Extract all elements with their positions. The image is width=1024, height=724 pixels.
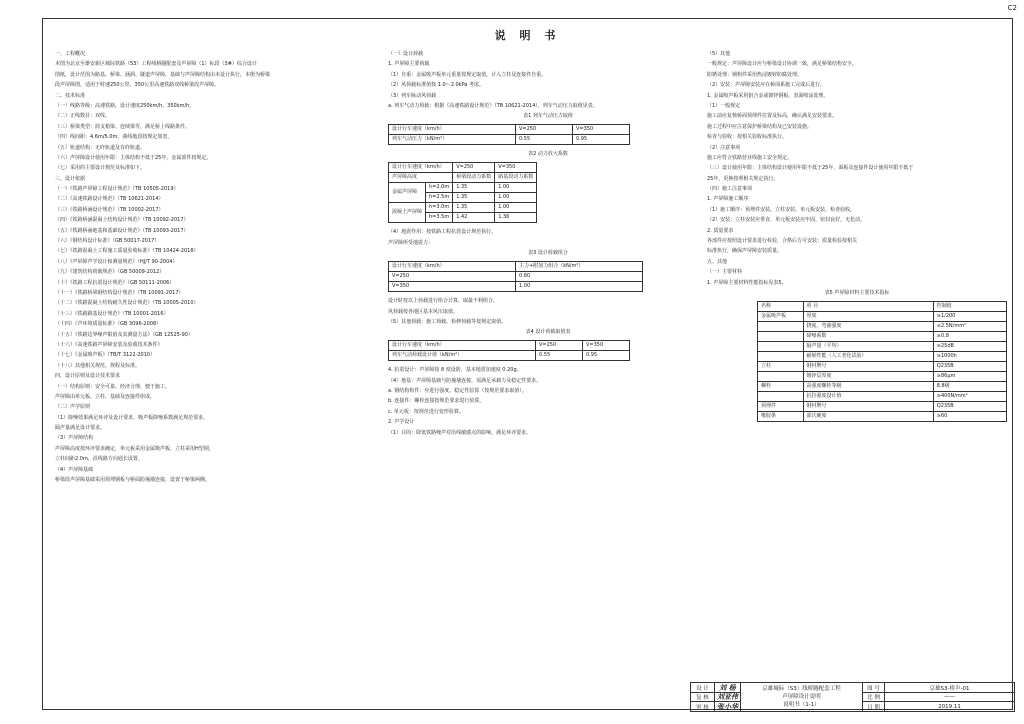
table-caption: 表5 声屏障材料主要技术指标: [824, 289, 890, 296]
table-cell: 0.55: [536, 351, 583, 361]
text-line: a. 钢结构构件：应进行强度、稳定性验算（按规范要求取值）。: [388, 388, 527, 395]
table-cell: 项 目: [803, 301, 933, 311]
table-cell: h=2.5m: [426, 193, 453, 203]
table-cell: 降噪系数: [803, 331, 933, 341]
table-caption: 表1 列车气动压力取值: [523, 113, 573, 120]
table-cell: 设计行车速度（km/h）: [389, 341, 536, 351]
table-cell: 镀锌层厚度: [803, 371, 933, 381]
text-line: （八）《声屏障声学设计和测量规范》（HJ/T 90-2004）: [55, 258, 178, 265]
corner-code: C2: [1007, 4, 1017, 12]
text-line: （四）《铁路桥涵混凝土结构设计规范》（TB 10092-2017）: [55, 217, 189, 224]
text-line: （十八）其他相关规范、规程及标准。: [55, 362, 141, 369]
table-row: [389, 203, 537, 213]
table-cell: V=350: [573, 125, 630, 135]
column-middle: [388, 49, 708, 438]
drawing-frame: [42, 18, 1013, 710]
date-label: 日 期: [863, 702, 885, 712]
table-caption: 表2 动力放大系数: [528, 151, 568, 158]
text-line: （1）施工顺序：预埋件安装、立柱安装、单元板安装、检查验收。: [707, 206, 856, 213]
text-line: （五）轨道结构：无砟轨道及有砟轨道。: [55, 144, 146, 151]
table-cell: [758, 391, 804, 401]
table-row: [758, 391, 1007, 401]
checker-signature: 刘亚伟: [715, 693, 741, 702]
text-line: 25年，更换按照相关规定执行。: [707, 175, 779, 182]
table-cell: V=350: [389, 282, 516, 292]
text-line: 4. 抗震设计：声屏障按 8 度设防，基本地震加速度 0.20g。: [388, 367, 522, 374]
table-cell: 设计行车速度（km/h）: [389, 125, 516, 135]
text-line: （十三）《铁路路基设计规范》（TB 10001-2016）: [55, 310, 169, 317]
table-cell: 金属吸声板: [758, 311, 804, 321]
table-cell: V=250: [536, 341, 583, 351]
table-cell: [758, 321, 804, 331]
text-line: 设计时按以上荷载进行组合计算，取最不利组合。: [388, 298, 499, 305]
table-cell: [758, 331, 804, 341]
table-cell: 路基段动力系数: [495, 173, 537, 183]
designer-signature: 刘 杨: [715, 683, 741, 693]
text-line: 标准执行，确保声屏障安装质量。: [707, 248, 783, 255]
table-cell: 混凝土声屏障: [389, 203, 426, 223]
table-cell: 1.35: [453, 183, 495, 193]
table-cell: 钢材牌号: [803, 401, 933, 411]
table-row: [389, 163, 537, 173]
text-line: （4）地震作用：按铁路工程抗震设计规范执行。: [388, 229, 497, 236]
text-line: 声屏障所受地震力：: [388, 239, 434, 246]
table-row: [758, 411, 1007, 421]
table-row: [389, 282, 643, 292]
table-cell: 设计行车速度（km/h）: [389, 163, 453, 173]
date-value: 2019.11: [885, 702, 1015, 712]
text-line: 风荷载按各地区基本风压取值。: [388, 308, 459, 315]
table-cell: 高强度螺栓等级: [803, 381, 933, 391]
table-row: [758, 381, 1007, 391]
drawing-title: 声屏障设计说明: [782, 694, 821, 700]
table-row: [758, 331, 1007, 341]
table-row: [389, 262, 643, 272]
table-cell: 邵氏硬度: [803, 411, 933, 421]
table-cell: 声屏障高度: [389, 173, 453, 183]
text-line: （5）其他荷载：施工荷载、检修荷载等按规定取值。: [388, 318, 507, 325]
text-line: （十五）《铁路边界噪声限值及其测量方法》（GB 12525-90）: [55, 331, 193, 338]
text-line: （七）采用的主要设计规范及标准如下。: [55, 165, 146, 172]
data-table: [388, 162, 537, 223]
designer-label: 设 计: [691, 683, 715, 693]
text-line: 桥梁段声屏障基础采用预埋钢板与桥面防撞墙连接，设置于桥梁两侧。: [55, 477, 211, 484]
text-line: （四）线间距：4.6m/5.0m，曲线地段按规定加宽。: [55, 134, 173, 141]
text-line: b. 连接件：螺栓连接按规范要求进行验算。: [388, 398, 485, 405]
data-table: [388, 261, 643, 292]
text-line: 二、技术标准: [55, 92, 86, 99]
text-line: 2. 质量要求: [707, 227, 734, 234]
table-cell: [758, 341, 804, 351]
text-line: a. 列车气动力荷载：根据《高速铁路设计规范》（TB 10621-2014），列车气动压力取值见表。: [388, 102, 598, 109]
code-label: 图 号: [863, 683, 885, 693]
table-row: [389, 351, 630, 361]
table-cell: V=350: [583, 341, 630, 351]
ratio-value: ——: [885, 693, 1015, 702]
data-table: [757, 301, 1007, 422]
table-caption: 表4 设计荷载取值表: [525, 329, 571, 336]
table-row: [758, 401, 1007, 411]
text-line: 隔声量满足设计要求。: [55, 425, 106, 432]
text-line: （十四）《声环境质量标准》（GB 3096-2008）: [55, 321, 162, 328]
table-row: [389, 183, 537, 193]
table-cell: 名称: [758, 301, 804, 311]
table-cell: 1.00: [495, 183, 537, 193]
table-cell: ≥400N/mm²: [933, 391, 1006, 401]
table-cell: 隔声量（平均）: [803, 341, 933, 351]
text-line: （一）设计荷载: [388, 51, 424, 57]
table-cell: h=3.5m: [426, 213, 453, 223]
table-cell: 0.95: [583, 351, 630, 361]
text-line: （2）安装：声屏障安装应在桥面系施工完成后进行。: [707, 82, 826, 89]
text-line: 段声屏障图，适用于时速250公里、350公里高速铁路双线桥梁段声屏障。: [55, 82, 220, 89]
text-line: 本图为北京至雄安新区城际铁路（S3）工程线桥隧配套及声屏障（1）标段（3#）综合设计: [55, 61, 257, 68]
approver-label: 审 核: [691, 702, 715, 712]
table-cell: Q235B: [933, 401, 1006, 411]
text-line: （4）声屏障基础: [55, 466, 94, 473]
text-line: （三）设计使用年限：主体结构设计使用年限不低于25年，面板及连接件设计使用年限不低于: [707, 165, 914, 172]
table-cell: Q235B: [933, 361, 1006, 371]
text-line: 三、设计依据: [55, 175, 86, 182]
text-line: （一）线路等级：高速铁路，设计速度250km/h、350km/h。: [55, 102, 195, 109]
table-cell: 1.00: [516, 282, 643, 292]
text-line: （一）《铁路声屏障工程设计规范》（TB 10505-2019）: [55, 186, 179, 193]
table-cell: ≥1/200: [933, 311, 1006, 321]
table-row: [389, 125, 630, 135]
table-cell: 1.00: [495, 193, 537, 203]
table-cell: 控制值: [933, 301, 1006, 311]
table-cell: [758, 371, 804, 381]
text-line: 1. 声屏障主要荷载: [388, 61, 430, 68]
text-line: 五、其他: [707, 258, 728, 265]
table-cell: h=3.0m: [426, 203, 453, 213]
project-name: [741, 683, 863, 712]
text-line: （4）地基：声屏障基础与防撞墙连接，需满足承载力及稳定性要求。: [388, 377, 542, 384]
table-cell: 挠度、弯曲强度: [803, 321, 933, 331]
table-cell: ≥0.8: [933, 331, 1006, 341]
table-cell: 1.36: [495, 213, 537, 223]
text-line: （3）声屏障结构: [55, 435, 94, 442]
text-line: 1. 声屏障主要材料性能指标见表5。: [707, 279, 787, 286]
table-cell: 主力+附加力组合（kN/m²）: [516, 262, 643, 272]
table-cell: V=250: [516, 125, 573, 135]
table-cell: 0.55: [516, 135, 573, 145]
table-cell: 抗拉强度设计值: [803, 391, 933, 401]
table-row: [389, 173, 537, 183]
text-line: （二）《高速铁路设计规范》（TB 10621-2014）: [55, 196, 164, 203]
text-line: 图纸，设计范围为路基、桥梁、涵洞、隧道声屏障，基础与声屏障结构由本设计执行，本册为桥梁: [55, 71, 271, 78]
ratio-label: 比 例: [863, 693, 885, 702]
table-cell: 螺栓: [758, 381, 804, 391]
table-row: [758, 351, 1007, 361]
table-cell: 金属声屏障: [389, 183, 426, 203]
table-cell: 设计行车速度（km/h）: [389, 262, 516, 272]
text-line: 施工过程中应注意保护桥梁结构及已安装设施。: [707, 123, 813, 130]
text-line: 检查与验收：按相关验收标准执行。: [707, 134, 788, 141]
text-line: （2）注意事项: [707, 144, 741, 151]
table-cell: V=350: [495, 163, 537, 173]
text-line: （四）施工注意事项: [707, 186, 753, 193]
text-line: 一、工程概况: [55, 51, 86, 57]
text-line: c. 单元板：按规范进行变形验算。: [388, 408, 464, 415]
table-cell: 立柱: [758, 361, 804, 371]
text-line: （5）其他: [707, 51, 731, 57]
table-row: [758, 371, 1007, 381]
text-line: 2. 声学设计: [388, 419, 415, 426]
text-line: （三）《铁路桥涵设计规范》（TB 10002-2017）: [55, 206, 164, 213]
table-row: [758, 311, 1007, 321]
column-left: [55, 49, 355, 485]
text-line: 1. 声屏障施工顺序: [707, 196, 749, 203]
drawing-code: 京雄S3-桥声-01: [885, 683, 1015, 693]
table-row: [758, 341, 1007, 351]
text-line: 防锈处理：钢构件采用热浸镀锌防腐处理。: [707, 71, 803, 78]
table-cell: 列车气动压力（kN/m²）: [389, 135, 516, 145]
table-cell: ≤2.5N/mm²: [933, 321, 1006, 331]
column-right: [707, 49, 1007, 426]
sheet-number: 说明书（1-1）: [783, 702, 820, 708]
table-row: [758, 321, 1007, 331]
text-line: 施工前应复核桥面预埋件位置及标高，确认满足安装要求。: [707, 113, 838, 120]
table-cell: V=250: [453, 163, 495, 173]
text-line: （一）结构原则：安全可靠、经济合理、便于施工。: [55, 383, 171, 390]
text-line: （一）主要材料: [707, 269, 743, 276]
text-line: （1）一般规定: [707, 102, 741, 109]
table-row: [389, 341, 630, 351]
text-line: （五）《铁路桥涵地基和基础设计规范》（TB 10093-2017）: [55, 227, 189, 234]
text-line: （十六）《高速铁路声屏障安装及验收技术条件》: [55, 341, 163, 348]
text-line: （十）《铁路工程抗震设计规范》（GB 50111-2006）: [55, 279, 175, 286]
table-cell: 1.00: [495, 203, 537, 213]
text-line: （二）声学原则: [55, 404, 91, 411]
text-line: 一般规定：声屏障设计应与桥梁设计协调一致，满足桥梁结构安全。: [707, 61, 858, 68]
text-line: （十一）《铁路桥梁钢结构设计规范》（TB 10091-2017）: [55, 289, 184, 296]
table-cell: 1.35: [453, 203, 495, 213]
text-line: （三）桥梁类型：简支箱梁、连续梁等，满足桥上线路条件。: [55, 123, 191, 130]
text-line: （二）正线数目：双线。: [55, 113, 111, 120]
table-cell: ≥60: [933, 411, 1006, 421]
table-cell: 1.35: [453, 193, 495, 203]
table-cell: 厚度: [803, 311, 933, 321]
text-line: （3）列车脉动风荷载: [388, 92, 437, 99]
table-cell: ≥25dB: [933, 341, 1006, 351]
approver-signature: 张小华: [715, 702, 741, 712]
table-cell: 预埋件: [758, 401, 804, 411]
text-line: 声屏障由单元板、立柱、基础及连接件组成。: [55, 393, 156, 400]
text-line: （2）安装：立柱安装应垂直，单元板安装应牢固，密封良好，无松动。: [707, 217, 866, 224]
text-line: （六）《钢结构设计标准》（GB 50017-2017）: [55, 238, 160, 245]
text-line: （九）《建筑结构荷载规范》（GB 50009-2012）: [55, 269, 165, 276]
table-row: [389, 272, 643, 282]
page-title: 说 明 书: [494, 29, 561, 42]
text-line: 声屏障高度按环评要求确定，单元板采用金属吸声板，立柱采用H型钢，: [55, 445, 214, 452]
table-cell: 耐候性能（人工老化试验）: [803, 351, 933, 361]
table-cell: 列车气动荷载设计值（kN/m²）: [389, 351, 536, 361]
text-line: 1. 金属吸声板采用铝合金或镀锌钢板，表面喷涂处理。: [707, 92, 829, 99]
table-cell: ≥1000h: [933, 351, 1006, 361]
table-cell: 0.80: [516, 272, 643, 282]
table-cell: 8.8级: [933, 381, 1006, 391]
text-line: （2）风荷载标准值按 1.0～2.0kPa 考虑。: [388, 82, 485, 89]
table-cell: 0.95: [573, 135, 630, 145]
text-line: 四、设计原则及设计技术要求: [55, 373, 121, 380]
table-cell: h=2.0m: [426, 183, 453, 193]
checker-label: 复 核: [691, 693, 715, 702]
table-cell: ≥86μm: [933, 371, 1006, 381]
text-line: （六）声屏障设计使用年限：主体结构不低于25年，金属部件按规定。: [55, 154, 212, 161]
data-table: [388, 340, 630, 361]
table-row: [758, 361, 1007, 371]
text-line: （1）降噪效果满足环评及设计要求，吸声板降噪系数满足规范要求，: [55, 414, 209, 421]
text-line: （七）《铁路混凝土工程施工质量验收标准》（TB 10424-2018）: [55, 248, 199, 255]
text-line: 施工应符合铁路营业线施工安全规定。: [707, 154, 793, 161]
table-cell: 钢材牌号: [803, 361, 933, 371]
text-line: 立柱间距2.0m，沿线路方向通长设置。: [55, 456, 143, 463]
project-line: 京雄城际（S3）线桥隧配套工程: [762, 686, 841, 692]
table-row: [389, 135, 630, 145]
table-cell: [758, 351, 804, 361]
table-row: [758, 301, 1007, 311]
text-line: （十七）《金属吸声板》（TB/T 3122-2010）: [55, 352, 156, 359]
table-cell: 橡胶条: [758, 411, 804, 421]
data-table: [388, 124, 630, 145]
table-caption: 表3 设计荷载组合: [528, 250, 568, 257]
text-line: 各部件应按照设计要求进行检验，合格后方可安装；质量检验按相关: [707, 238, 858, 245]
table-cell: 桥梁段动力系数: [453, 173, 495, 183]
title-block: [690, 682, 1015, 712]
text-line: （1）自重：金属吸声板单元重量按规定取值，计入立柱及连接件自重。: [388, 71, 547, 78]
table-cell: 1.42: [453, 213, 495, 223]
table-cell: V=250: [389, 272, 516, 282]
text-line: （1）目的：降低铁路噪声对沿线敏感点的影响，满足环评要求。: [388, 429, 532, 436]
text-line: （十二）《铁路混凝土结构耐久性设计规范》（TB 10005-2010）: [55, 300, 199, 307]
